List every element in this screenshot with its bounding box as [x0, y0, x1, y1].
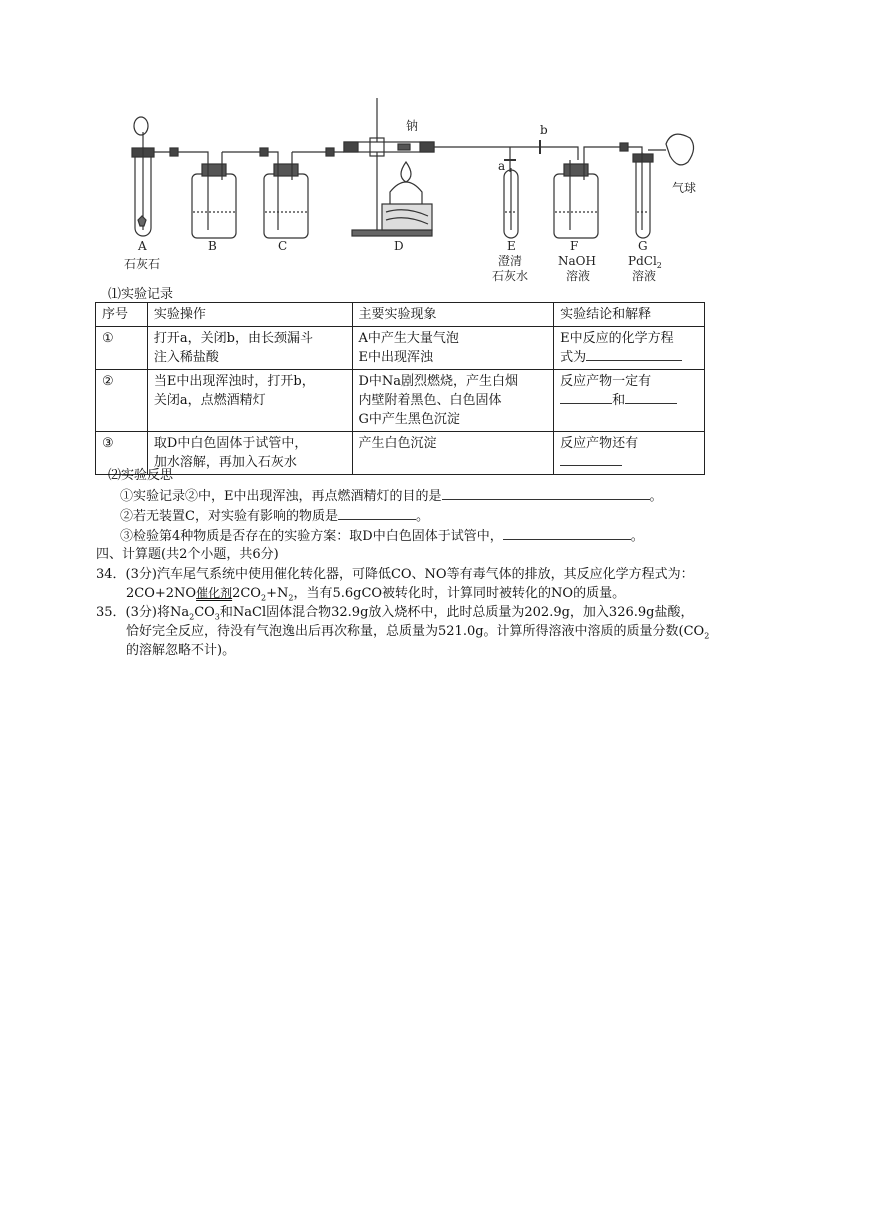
- table-header-row: [96, 303, 705, 327]
- concl-line: [560, 453, 698, 472]
- concl-line: 和: [560, 391, 698, 410]
- concl-line: 反应产物还有: [560, 436, 639, 451]
- label-e-sub1: 澄清: [498, 254, 523, 268]
- row-conclusion: [554, 327, 705, 370]
- label-c: C: [278, 239, 288, 253]
- apparatus-g-tube: [633, 152, 653, 238]
- row-no: ②: [96, 370, 148, 432]
- op-line: 加水溶解，再加入石灰水: [153, 455, 297, 470]
- label-f-sub2: 溶液: [566, 269, 591, 283]
- q35-line3: 的溶解忽略不计)。: [126, 643, 236, 658]
- table-row: [96, 432, 705, 475]
- sodium-label: 钠: [406, 119, 419, 133]
- phen-line: 产生白色沉淀: [358, 436, 437, 451]
- apparatus-d-stand: [344, 98, 434, 236]
- label-g: G: [638, 239, 648, 253]
- reflection-title: ⑵实验反思: [108, 468, 174, 483]
- label-g-sub2: 溶液: [632, 269, 657, 283]
- concl-line: 反应产物一定有: [560, 374, 652, 389]
- label-a: A: [138, 239, 147, 253]
- phen-line: G中产生黑色沉淀: [358, 412, 460, 427]
- row-operation: [147, 370, 352, 432]
- concl-line: E中反应的化学方程: [560, 331, 674, 346]
- label-g-sub1: PdCl$_2$: [628, 254, 662, 270]
- answer-blank[interactable]: [586, 348, 682, 361]
- q34-line1: 34．(3分)汽车尾气系统中使用催化转化器，可降低CO、NO等有毒气体的排放，其反应化学方程式为：: [96, 567, 694, 582]
- row-phenomenon: [352, 327, 554, 370]
- valve-a-label: a: [498, 159, 506, 173]
- header-no: 序号: [96, 303, 148, 327]
- apparatus-e-tube: [504, 168, 518, 238]
- header-operation: 实验操作: [147, 303, 352, 327]
- header-phenomenon: 主要实验现象: [352, 303, 554, 327]
- label-f-sub1: NaOH: [558, 254, 596, 268]
- answer-blank[interactable]: [338, 507, 416, 520]
- record-title: ⑴实验记录: [108, 287, 174, 302]
- answer-blank[interactable]: [625, 391, 677, 404]
- label-e: E: [507, 239, 516, 253]
- row-conclusion: [554, 370, 705, 432]
- table-row: [96, 370, 705, 432]
- row-phenomenon: [352, 370, 554, 432]
- section4-title: 四、计算题(共2个小题，共6分): [96, 547, 279, 562]
- row-conclusion: [554, 432, 705, 475]
- phen-line: 内壁附着黑色、白色固体: [358, 393, 502, 408]
- answer-blank[interactable]: [560, 453, 622, 466]
- concl-line: 式为: [560, 348, 698, 367]
- balloon: [666, 134, 694, 165]
- op-line: 打开a，关闭b，由长颈漏斗: [153, 331, 313, 346]
- apparatus-diagram: [100, 92, 710, 288]
- row-no: ③: [96, 432, 148, 475]
- op-line: 注入稀盐酸: [153, 350, 219, 365]
- experiment-record-table: [95, 302, 705, 475]
- reflection-q2: ②若无装置C，对实验有影响的物质是 。: [120, 509, 429, 524]
- label-d: D: [394, 239, 404, 253]
- catalyst-condition: 催化剂: [196, 586, 233, 600]
- q34-line2: 2CO+2NO催化剂$2CO_2+N_2$，当有5.6gCO被转化时，计算同时被转化的NO的质量。: [126, 586, 626, 603]
- op-line: 当E中出现浑浊时，打开b，: [153, 374, 315, 389]
- phen-line: E中出现浑浊: [358, 350, 433, 365]
- row-no: ①: [96, 327, 148, 370]
- balloon-label: 气球: [672, 181, 697, 195]
- op-line: 关闭a，点燃酒精灯: [153, 393, 266, 408]
- apparatus-f-bottle: [554, 160, 598, 238]
- header-conclusion: 实验结论和解释: [554, 303, 705, 327]
- reflection-q1: ①实验记录②中，E中出现浑浊，再点燃酒精灯的目的是 。: [120, 489, 663, 504]
- label-f: F: [570, 239, 579, 253]
- q35-line1: 35．(3分)将$Na_2CO_3$和NaCl固体混合物32.9g放入烧杯中，此时总质量为202.9g，加入326.9g盐酸，: [96, 605, 694, 622]
- phen-line: A中产生大量气泡: [358, 331, 459, 346]
- table-row: [96, 327, 705, 370]
- label-b: B: [208, 239, 217, 253]
- answer-blank[interactable]: [503, 527, 631, 540]
- label-e-sub2: 石灰水: [492, 269, 529, 283]
- apparatus-a-tube: [132, 117, 154, 236]
- apparatus-c-bottle: [264, 160, 308, 238]
- valve-b-label: b: [540, 123, 548, 137]
- phen-line: D中Na剧烈燃烧，产生白烟: [358, 374, 519, 389]
- row-operation: [147, 327, 352, 370]
- reflection-q3: ③检验第4种物质是否存在的实验方案：取D中白色固体于试管中， 。: [120, 529, 644, 544]
- answer-blank[interactable]: [442, 487, 650, 500]
- answer-blank[interactable]: [560, 391, 612, 404]
- op-line: 取D中白色固体于试管中，: [153, 436, 308, 451]
- apparatus-b-bottle: [192, 160, 236, 238]
- row-phenomenon: [352, 432, 554, 475]
- label-a-sub: 石灰石: [124, 257, 161, 271]
- row-operation: [147, 432, 352, 475]
- q35-line2: 恰好完全反应，待没有气泡逸出后再次称量，总质量为521.0g。计算所得溶液中溶质的质量分数($CO_2$: [126, 624, 710, 641]
